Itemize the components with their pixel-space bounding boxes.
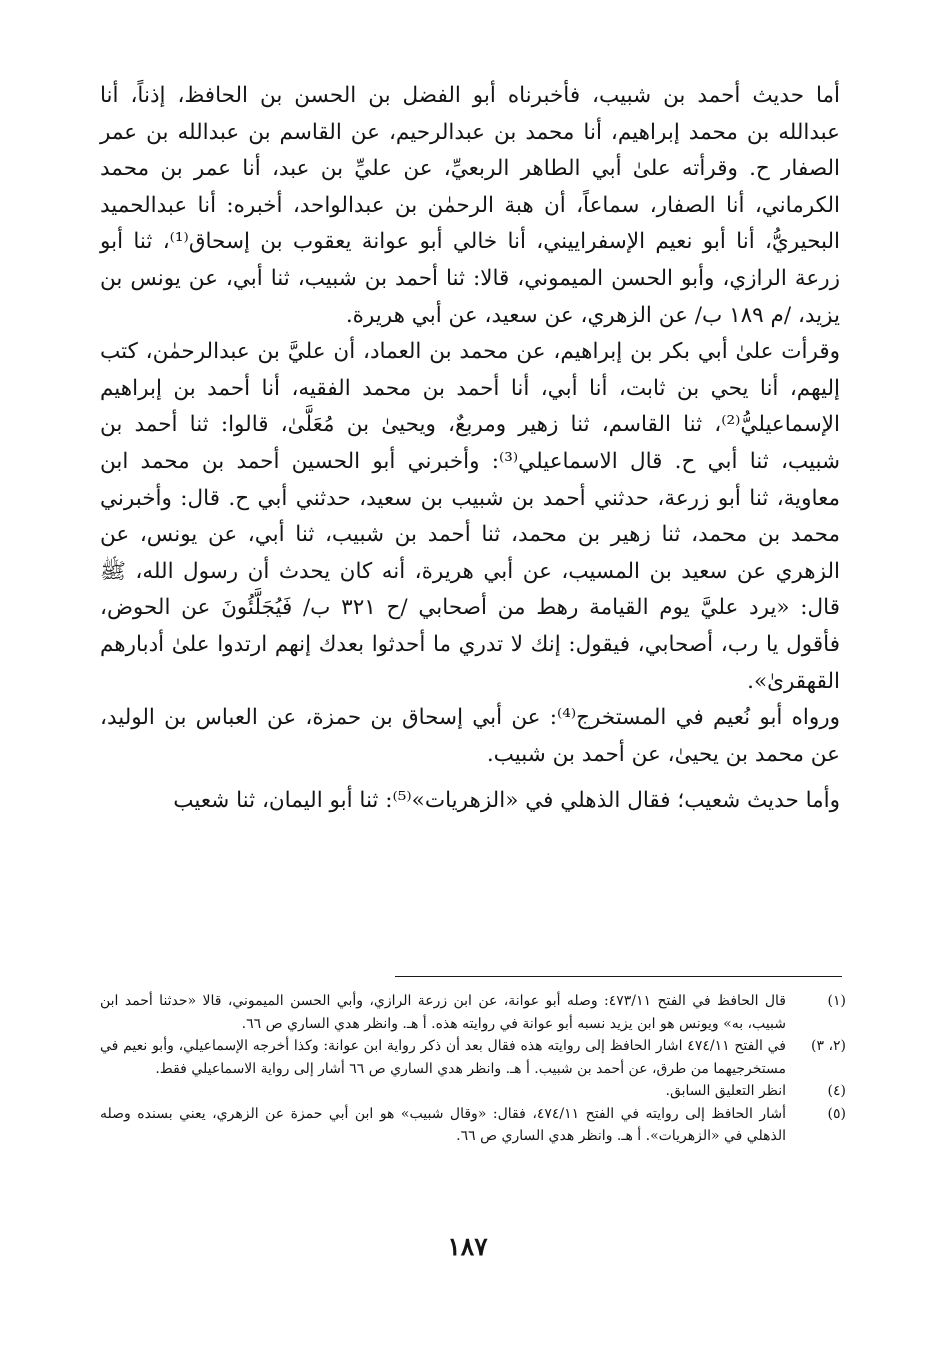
footnote-separator	[395, 976, 842, 977]
footnote-item	[100, 1035, 846, 1080]
footnote-text: انظر التعليق السابق.	[665, 1083, 786, 1099]
footnote-text: أشار الحافظ إلى روايته في الفتح ٤٧٤/١١، فقال: «وقال شبيب» هو ابن أبي حمزة عن الزهري، يعني بسنده وصله الذهلي في «الزهريات». أ هـ. وانظر هدي الساري ص ٦٦.	[100, 1105, 786, 1144]
footnote-number: (١)	[827, 993, 846, 1009]
footnote-item	[100, 1103, 846, 1148]
footnote-number: (٢، ٣)	[811, 1038, 846, 1054]
footnote-text: في الفتح ٤٧٤/١١ اشار الحافظ إلى روايته هذه فقال بعد أن ذكر رواية ابن عوانة: وكذا أخرجه الإسماعيلي، وأبو نعيم في مستخرجيهما من طرق، عن أحمد بن شبيب. أ هـ. وانظر هدي الساري ص ٦٦ أشار إلى رواية الاسماعيلي فقط.	[100, 1038, 786, 1077]
footnotes	[100, 990, 846, 1148]
paragraph-abu-nuaym: ورواه أبو نُعيم في المستخرج⁽⁴⁾: عن أبي إسحاق بن حمزة، عن العباس بن الوليد، عن محمد بن يحيىٰ، عن أحمد بن شبيب.	[100, 705, 840, 767]
page-number: ١٨٧	[447, 1232, 488, 1261]
footnote-item	[100, 1080, 846, 1103]
footnote-number: (٤)	[827, 1083, 846, 1099]
main-text	[100, 78, 840, 820]
footnote-number: (٥)	[827, 1105, 846, 1122]
paragraph-shuayb: وأما حديث شعيب؛ فقال الذهلي في «الزهريات»⁽⁵⁾: ثنا أبو اليمان، ثنا شعيب	[173, 788, 840, 814]
footnote-text: قال الحافظ في الفتح ٤٧٣/١١: وصله أبو عوانة، عن ابن زرعة الرازي، وأبي الحسن الميموني، قالا «حدثنا أحمد ابن شبيب، به» ويونس هو ابن يزيد نسبه أبو عوانة في روايته هذه. أ هـ. وانظر هدي الساري ص ٦٦.	[100, 993, 786, 1032]
paragraph-ahmad-ibn-shabib: أما حديث أحمد بن شبيب، فأخبرناه أبو الفضل بن الحسن بن الحافظ، إذناً، أنا عبدالله بن محمد إبراهيم، أنا محمد بن عبدالرحيم، عن القاسم بن عبدالله بن عمر الصفار ح. وقرأته علىٰ أبي الطاهر الربعيِّ، عن عليِّ بن عبد، أنا عمر بن محمد الكرماني، أنا الصفار، سماعاً، أن هبة الرحمٰن بن عبدالواحد، أخبره: أنا عبدالحميد البحيريُّ، أنا أبو نعيم الإسفراييني، أنا خالي أبو عوانة يعقوب بن إسحاق⁽¹⁾، ثنا أبو زرعة الرازي، وأبو الحسن الميموني، قالا: ثنا أحمد بن شبيب، ثنا أبي، عن يونس بن يزيد، /م ١٨٩ ب/ عن الزهري، عن سعيد، عن أبي هريرة.	[100, 83, 840, 328]
footnote-item	[100, 990, 846, 1035]
paragraph-abu-bakr-chain: وقرأت علىٰ أبي بكر بن إبراهيم، عن محمد بن العماد، أن عليَّ بن عبدالرحمٰن، كتب إليهم، أنا يحي بن ثابت، أنا أبي، أنا أحمد بن محمد الفقيه، أنا أحمد بن إبراهيم الإسماعيليُّ⁽²⁾، ثنا القاسم، ثنا زهير ومربعٌ، ويحيىٰ بن مُعَلَّىٰ، قالوا: ثنا أحمد بن شبيب، ثنا أبي ح. قال الاسماعيلي⁽³⁾: وأخبرني أبو الحسين أحمد بن محمد ابن معاوية، ثنا أبو زرعة، حدثني أحمد بن شبيب بن سعيد، حدثني أبي ح. قال: وأخبرني محمد بن محمد، ثنا زهير بن محمد، ثنا أحمد بن شبيب، ثنا أبي، عن يونس، عن الزهري عن سعيد بن المسيب، عن أبي هريرة، أنه كان يحدث أن رسول الله، ﷺ قال: «يرد عليَّ يوم القيامة رهط من أصحابي /ح ٣٢١ ب/ فَيُجَلَّئُونَ عن الحوض، فأقول يا رب، أصحابي، فيقول: إنك لا تدري ما أحدثوا بعدك إنهم ارتدوا علىٰ أدبارهم القهقرىٰ».	[100, 339, 841, 694]
